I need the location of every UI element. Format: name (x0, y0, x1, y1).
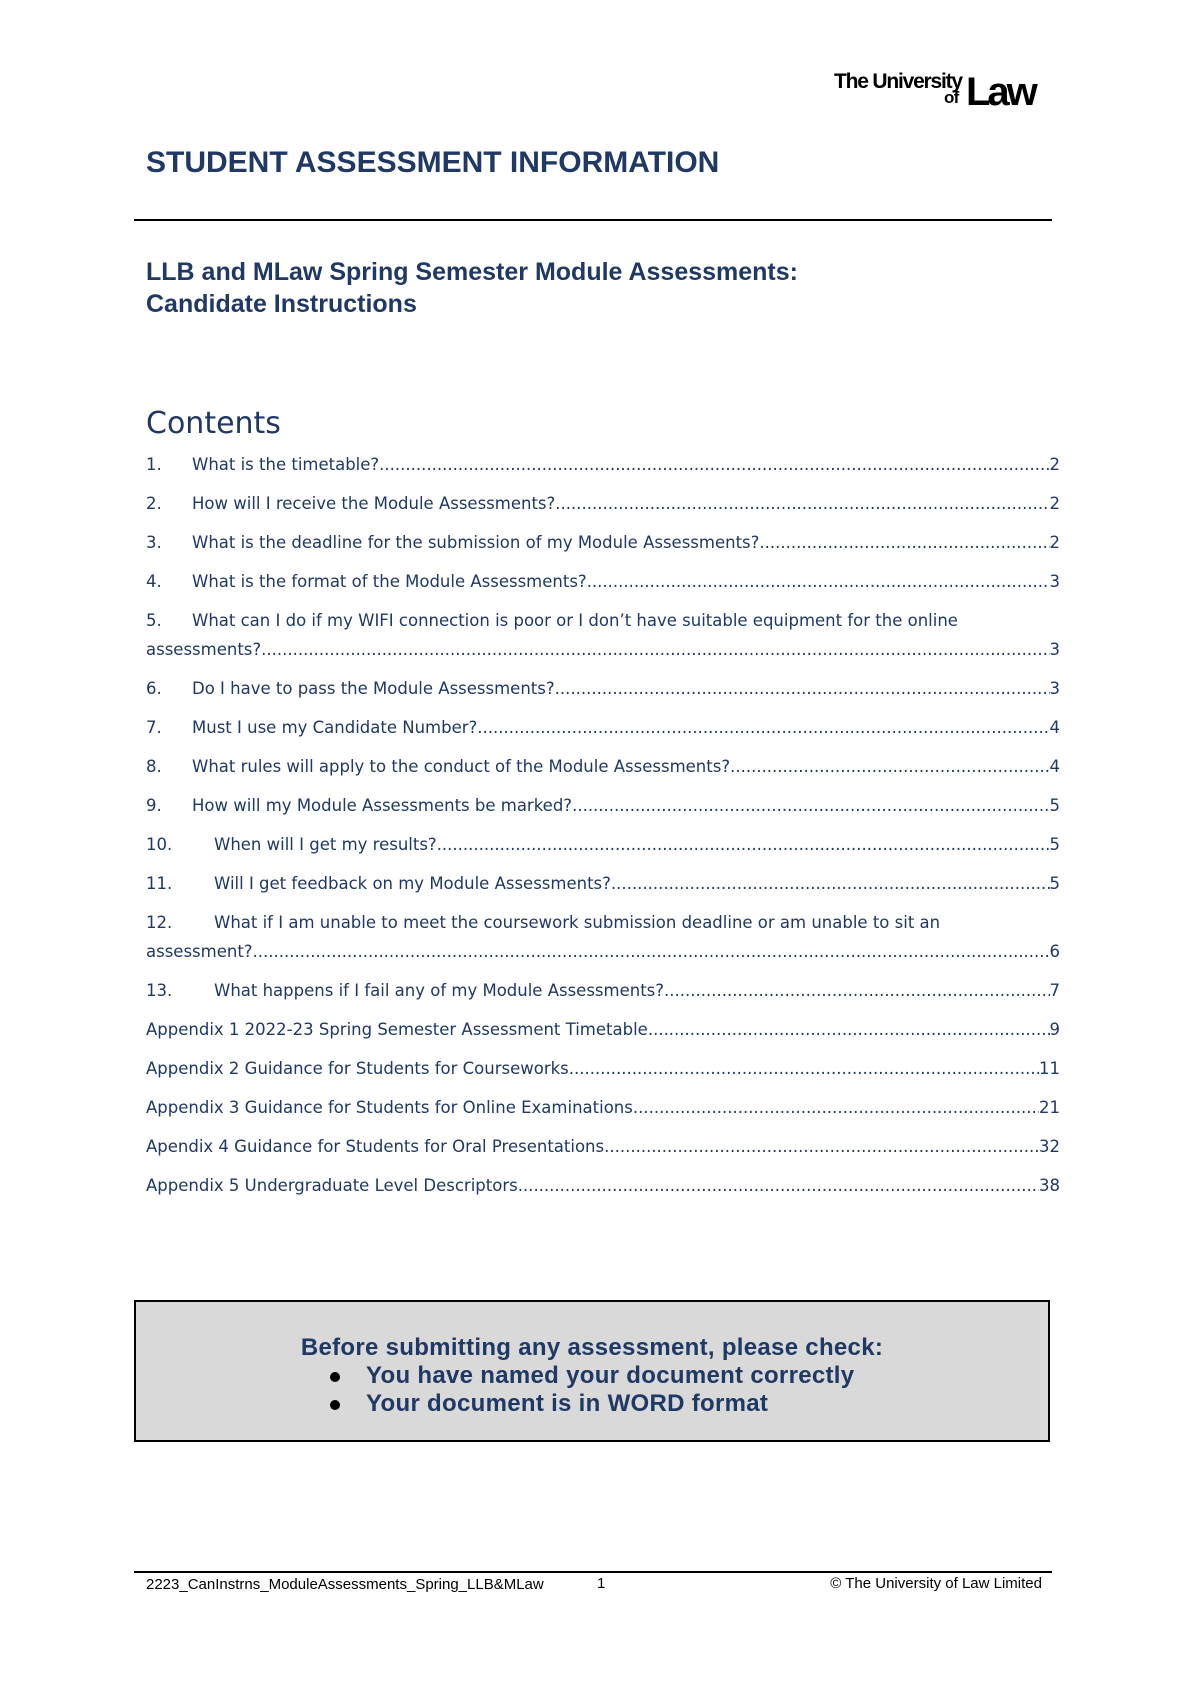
university-logo (834, 66, 1044, 116)
toc-number: 6. (146, 679, 162, 698)
toc-dot-leader (572, 791, 1049, 820)
toc-title: What happens if I fail any of my Module Assessments? (214, 981, 665, 1000)
toc-dot-leader (633, 1093, 1039, 1122)
toc-dot-leader (379, 450, 1049, 479)
toc-page-number: 5 (1049, 835, 1060, 854)
toc-page-number: 3 (1049, 640, 1060, 659)
toc-dot-leader (664, 976, 1049, 1005)
toc-entry[interactable] (146, 908, 1060, 966)
toc-page-number: 4 (1049, 718, 1060, 737)
toc-title: Do I have to pass the Module Assessments? (192, 679, 555, 698)
toc-entry[interactable] (146, 713, 1060, 742)
toc-line (146, 450, 1060, 479)
toc-entry[interactable] (146, 489, 1060, 518)
checklist-item (326, 1362, 854, 1390)
toc-page-number: 38 (1039, 1176, 1060, 1195)
toc-number: 11. (146, 874, 173, 893)
toc-page-number: 21 (1039, 1098, 1060, 1117)
toc-dot-leader (518, 1171, 1039, 1200)
toc-entry[interactable] (146, 1054, 1060, 1083)
toc-title: What is the deadline for the submission of my Module Assessments? (192, 533, 760, 552)
document-subtitle (146, 256, 1046, 320)
footer-filename: 2223_CanInstrns_ModuleAssessments_Spring_LLB&MLaw (146, 1576, 544, 1593)
toc-line (146, 830, 1060, 859)
toc-page-number: 32 (1039, 1137, 1060, 1156)
toc-number: 8. (146, 757, 162, 776)
bullet-icon (330, 1372, 340, 1382)
contents-heading: Contents (146, 406, 281, 441)
toc-line (146, 674, 1060, 703)
toc-title: Appendix 3 Guidance for Students for Online Examinations (146, 1098, 633, 1117)
toc-page-number: 3 (1049, 572, 1060, 591)
logo-text-line1: The University (834, 70, 962, 93)
subtitle-line1: LLB and MLaw Spring Semester Module Assessments: (146, 258, 798, 286)
footer-divider (134, 1571, 1052, 1573)
toc-entry[interactable] (146, 976, 1060, 1005)
toc-title: assessments? (146, 640, 262, 659)
toc-dot-leader (437, 830, 1050, 859)
toc-title: assessment? (146, 942, 253, 961)
toc-title: What can I do if my WIFI connection is poor or I don’t have suitable equipment for the online (192, 611, 958, 630)
toc-title: What rules will apply to the conduct of the Module Assessments? (192, 757, 731, 776)
toc-line (146, 1093, 1060, 1122)
toc-line (146, 1132, 1060, 1161)
toc-line (146, 976, 1060, 1005)
toc-line (146, 567, 1060, 596)
toc-entry[interactable] (146, 450, 1060, 479)
toc-number: 10. (146, 835, 173, 854)
toc-entry[interactable] (146, 567, 1060, 596)
toc-line (146, 489, 1060, 518)
toc-title: Will I get feedback on my Module Assessments? (214, 874, 611, 893)
toc-entry[interactable] (146, 1015, 1060, 1044)
toc-dot-leader (730, 752, 1049, 781)
toc-title: How will my Module Assessments be marked? (192, 796, 573, 815)
toc-page-number: 7 (1049, 981, 1060, 1000)
toc-title: How will I receive the Module Assessments? (192, 494, 556, 513)
toc-title: Appendix 2 Guidance for Students for Courseworks (146, 1059, 569, 1078)
toc-title: Appendix 1 2022-23 Spring Semester Assessment Timetable (146, 1020, 648, 1039)
toc-number: 7. (146, 718, 162, 737)
checklist-item-text: You have named your document correctly (366, 1362, 855, 1389)
toc-line (146, 1171, 1060, 1200)
checklist-heading: Before submitting any assessment, please check: (300, 1334, 884, 1361)
checklist-item-text: Your document is in WORD format (366, 1390, 769, 1417)
toc-title: What is the format of the Module Assessments? (192, 572, 587, 591)
toc-page-number: 5 (1049, 874, 1060, 893)
toc-dot-leader (477, 713, 1049, 742)
title-divider (134, 219, 1052, 221)
toc-page-number: 2 (1049, 533, 1060, 552)
toc-number: 1. (146, 455, 162, 474)
submission-checklist-box (134, 1300, 1050, 1442)
toc-number: 9. (146, 796, 162, 815)
toc-entry[interactable] (146, 830, 1060, 859)
toc-number: 5. (146, 611, 162, 630)
toc-line (146, 752, 1060, 781)
toc-line (146, 606, 1060, 635)
toc-page-number: 9 (1049, 1020, 1060, 1039)
toc-entry[interactable] (146, 869, 1060, 898)
toc-dot-leader (261, 635, 1049, 664)
toc-dot-leader (759, 528, 1049, 557)
toc-entry[interactable] (146, 752, 1060, 781)
toc-number: 3. (146, 533, 162, 552)
toc-page-number: 4 (1049, 757, 1060, 776)
toc-entry[interactable] (146, 1171, 1060, 1200)
toc-line (146, 1054, 1060, 1083)
toc-page-number: 2 (1049, 494, 1060, 513)
toc-entry[interactable] (146, 528, 1060, 557)
subtitle-line2: Candidate Instructions (146, 290, 417, 318)
toc-line (146, 791, 1060, 820)
toc-dot-leader (604, 1132, 1039, 1161)
toc-dot-leader (253, 937, 1050, 966)
toc-page-number: 2 (1049, 455, 1060, 474)
toc-entry[interactable] (146, 1093, 1060, 1122)
toc-number: 4. (146, 572, 162, 591)
toc-line (146, 1015, 1060, 1044)
toc-entry[interactable] (146, 791, 1060, 820)
toc-line (146, 869, 1060, 898)
toc-title: When will I get my results? (214, 835, 437, 854)
footer-copyright: © The University of Law Limited (830, 1575, 1042, 1592)
toc-number: 13. (146, 981, 173, 1000)
toc-entry[interactable] (146, 1132, 1060, 1161)
toc-page-number: 3 (1049, 679, 1060, 698)
toc-title: Appendix 5 Undergraduate Level Descriptors (146, 1176, 518, 1195)
toc-line (146, 937, 1060, 966)
toc-line (146, 908, 1060, 937)
bullet-icon (330, 1400, 340, 1410)
toc-page-number: 5 (1049, 796, 1060, 815)
toc-page-number: 6 (1049, 942, 1060, 961)
toc-title: What if I am unable to meet the coursework submission deadline or am unable to sit an (214, 913, 941, 932)
toc-dot-leader (587, 567, 1050, 596)
checklist-item (326, 1390, 854, 1418)
toc-dot-leader (569, 1054, 1039, 1083)
toc-title: Apendix 4 Guidance for Students for Oral Presentations (146, 1137, 605, 1156)
logo-text-line3: Law (966, 70, 1035, 114)
footer-page-number: 1 (597, 1575, 606, 1592)
document-title: STUDENT ASSESSMENT INFORMATION (146, 146, 720, 179)
toc-dot-leader (648, 1015, 1050, 1044)
toc-dot-leader (555, 489, 1049, 518)
toc-page-number: 11 (1039, 1059, 1060, 1078)
checklist (326, 1362, 854, 1418)
toc-number: 2. (146, 494, 162, 513)
logo-text-line2: of (944, 88, 959, 107)
toc-line (146, 528, 1060, 557)
toc-entry[interactable] (146, 674, 1060, 703)
toc-entry[interactable] (146, 606, 1060, 664)
toc-line (146, 713, 1060, 742)
toc-title: What is the timetable? (192, 455, 380, 474)
toc-title: Must I use my Candidate Number? (192, 718, 478, 737)
toc-dot-leader (555, 674, 1050, 703)
toc-number: 12. (146, 913, 173, 932)
toc-dot-leader (611, 869, 1050, 898)
toc-line (146, 635, 1060, 664)
table-of-contents (146, 450, 1060, 1200)
